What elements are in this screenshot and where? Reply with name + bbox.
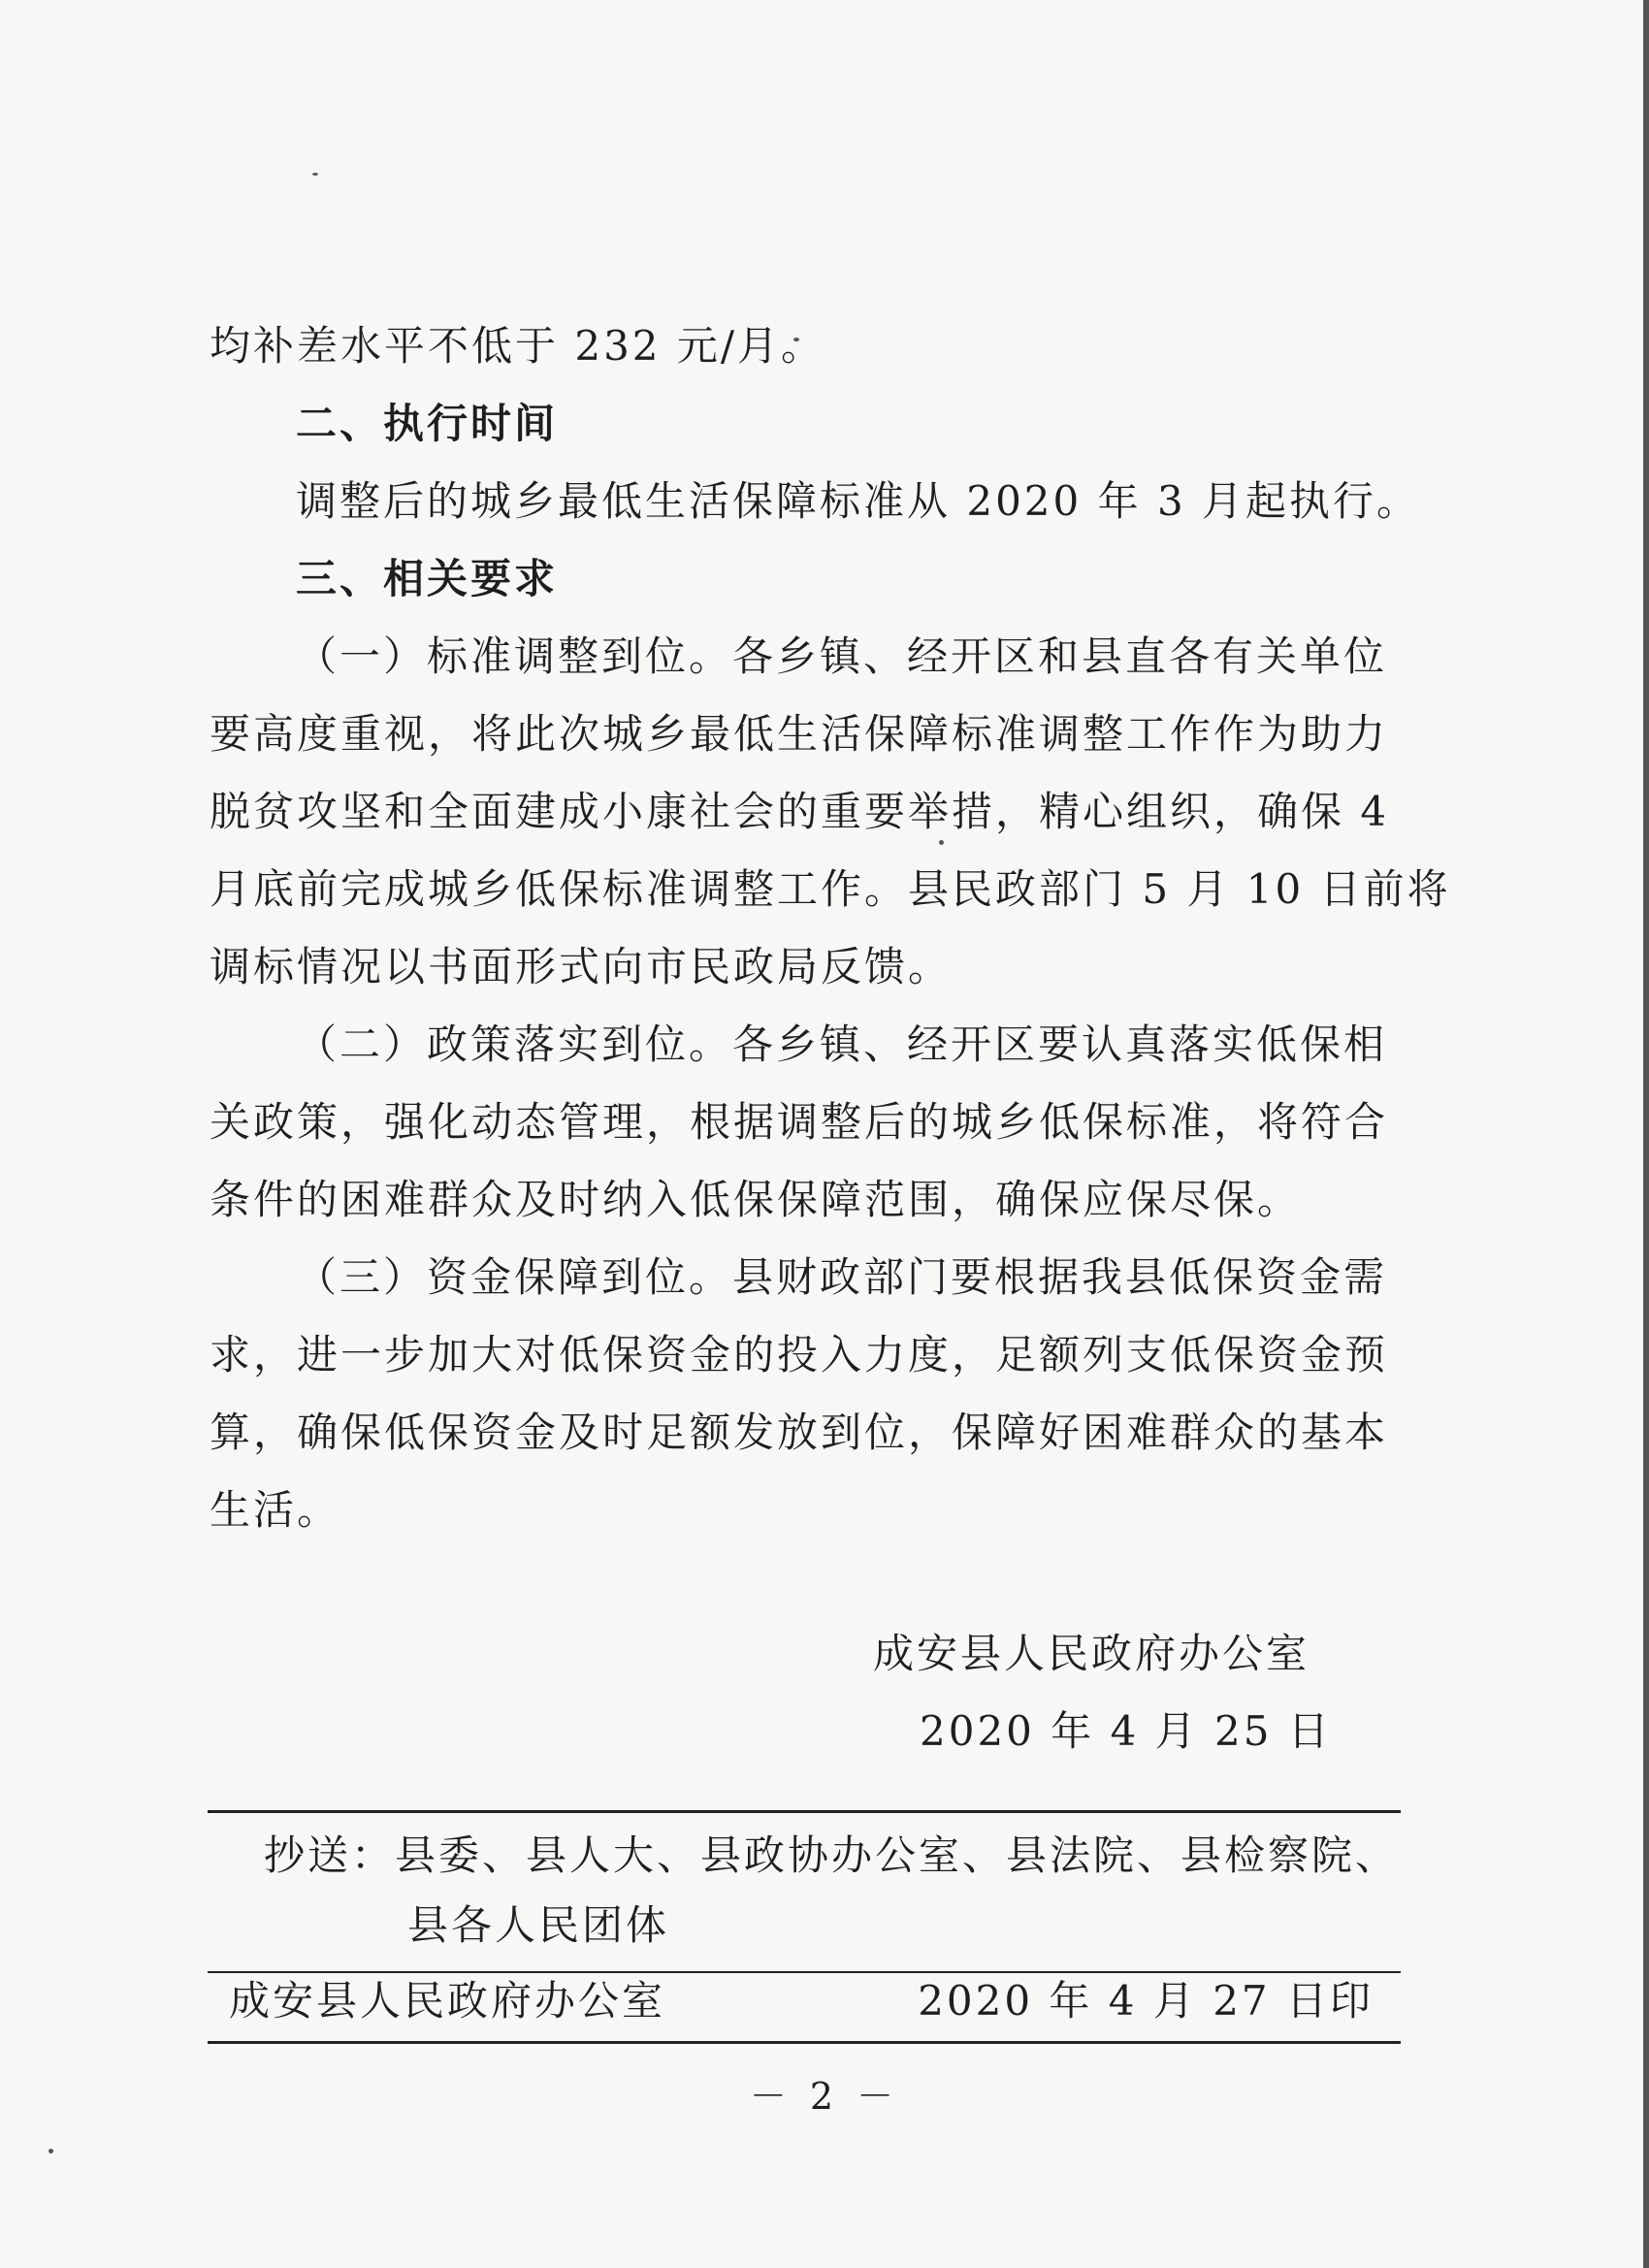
footer-middle-rule (208, 1971, 1401, 1973)
scan-speck (939, 840, 944, 845)
page-number: － 2 － (749, 2075, 900, 2118)
body-line: 脱贫攻坚和全面建成小康社会的重要举措，精心组织，确保 4 (210, 788, 1390, 835)
scan-speck (312, 173, 318, 176)
section-heading-execution-time: 二、执行时间 (296, 400, 559, 447)
scan-speck (48, 2149, 53, 2154)
body-line: 求，进一步加大对低保资金的投入力度，足额列支低保资金预 (210, 1331, 1389, 1378)
body-line: （二）政策落实到位。各乡镇、经开区要认真落实低保相 (296, 1021, 1388, 1068)
body-line: 条件的困难群众及时纳入低保保障范围，确保应保尽保。 (210, 1176, 1302, 1223)
cc-recipients: 抄送：县委、县人大、县政协办公室、县法院、县检察院、 (264, 1831, 1400, 1879)
body-line: （一）标准调整到位。各乡镇、经开区和县直各有关单位 (296, 632, 1388, 680)
printing-date: 2020 年 4 月 27 日印 (918, 1977, 1374, 2025)
body-line: 月底前完成城乡低保标准调整工作。县民政部门 5 月 10 日前将 (210, 865, 1451, 913)
footer-top-rule (208, 1810, 1401, 1813)
section-heading-requirements: 三、相关要求 (296, 555, 559, 602)
body-line: 均补差水平不低于 232 元/月。 (210, 322, 825, 370)
body-line: 要高度重视，将此次城乡最低生活保障标准调整工作作为助力 (210, 710, 1389, 758)
printing-office: 成安县人民政府办公室 (229, 1977, 666, 2025)
body-line: 调整后的城乡最低生活保障标准从 2020 年 3 月起执行。 (296, 477, 1421, 525)
body-line: 关政策，强化动态管理，根据调整后的城乡低保标准，将符合 (210, 1098, 1389, 1146)
signature-date: 2020 年 4 月 25 日 (920, 1707, 1332, 1755)
body-line: （三）资金保障到位。县财政部门要根据我县低保资金需 (296, 1253, 1388, 1301)
signature-org: 成安县人民政府办公室 (873, 1630, 1310, 1677)
footer-bottom-rule (208, 2041, 1401, 2044)
body-line: 调标情况以书面形式向市民政局反馈。 (210, 943, 953, 990)
body-line: 算，确保低保资金及时足额发放到位，保障好困难群众的基本 (210, 1409, 1389, 1456)
body-line: 生活。 (210, 1486, 341, 1534)
cc-recipients-continued: 县各人民团体 (407, 1901, 670, 1949)
scan-edge (1643, 0, 1649, 2268)
